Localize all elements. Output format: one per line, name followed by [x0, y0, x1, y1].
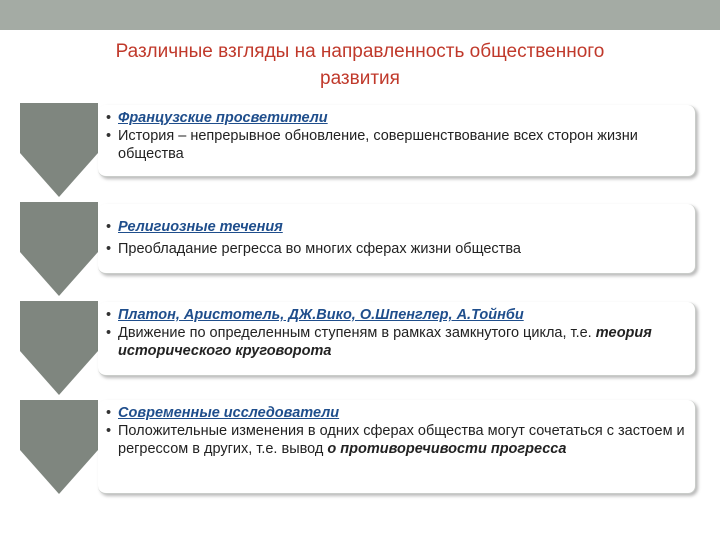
item-text-emphasis: о противоречивости прогресса	[327, 441, 567, 457]
chevron-1	[20, 103, 98, 197]
title-line-2: развития	[320, 68, 400, 89]
item-text: Движение по определенным ступеням в рамках замкнутого цикла, т.е.	[118, 325, 592, 341]
item-text: Преобладание регресса во многих сферах жизни общества	[118, 241, 521, 257]
item-heading: Религиозные течения	[118, 219, 283, 235]
slide-title	[30, 38, 690, 92]
item-heading: Французские просветители	[118, 110, 328, 126]
chevron-3	[20, 301, 98, 395]
item-text-emphasis: теория исторического круговорота	[118, 325, 652, 359]
item-card-1: • Французские просветители • История – непрерывное обновление, совершенствование всех сторон жизни общества	[98, 105, 696, 177]
item-card-2: • Религиозные течения • Преобладание регресса во многих сферах жизни общества	[98, 204, 696, 274]
chevron-column	[0, 0, 110, 540]
item-heading: Платон, Аристотель, ДЖ.Вико, О.Шпенглер, А.Тойнби	[118, 307, 524, 323]
chevron-2	[20, 202, 98, 296]
item-card-3: • Платон, Аристотель, ДЖ.Вико, О.Шпенглер, А.Тойнби • Движение по определенным ступеням в рамках замкнутого цикла, т.е. теория исторического круговорота	[98, 302, 696, 376]
item-text: Положительные изменения в одних сферах общества могут сочетаться с застоем и регрессом в других, т.е. вывод	[118, 423, 685, 457]
chevron-4	[20, 400, 98, 494]
item-card-4: • Современные исследователи • Положительные изменения в одних сферах общества могут сочетаться с застоем и регрессом в других, т.е. вывод о противоречивости прогресса	[98, 400, 696, 494]
title-line-1: Различные взгляды на направленность общественного	[115, 41, 605, 62]
item-text: История – непрерывное обновление, совершенствование всех сторон жизни общества	[118, 128, 638, 162]
item-heading: Современные исследователи	[118, 405, 340, 421]
